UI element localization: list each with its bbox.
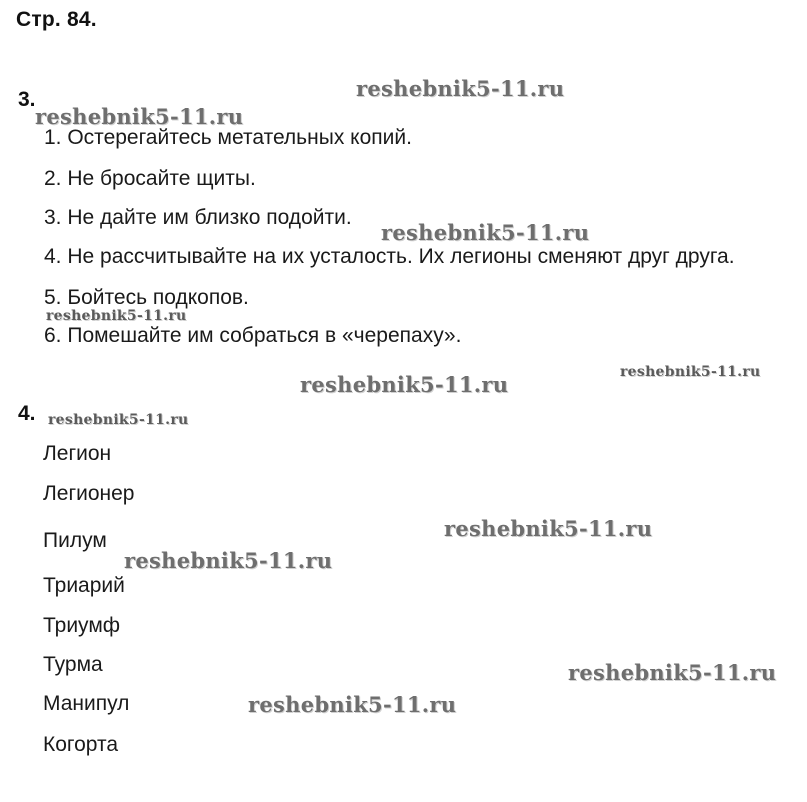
section-3-number: 3. xyxy=(18,88,36,111)
list-item-2: 2. Не бросайте щиты. xyxy=(44,167,256,190)
list-item-4: 4. Не рассчитывайте на их усталость. Их легионы сменяют друг друга. xyxy=(44,245,735,268)
watermark: reshebnik5-11.ru xyxy=(248,692,457,717)
watermark: reshebnik5-11.ru xyxy=(35,104,244,129)
watermark: reshebnik5-11.ru xyxy=(620,364,761,380)
term-item: Триарий xyxy=(43,574,125,597)
watermark: reshebnik5-11.ru xyxy=(124,548,333,573)
term-item: Пилум xyxy=(43,529,107,552)
term-item: Триумф xyxy=(43,614,121,637)
section-4-number: 4. xyxy=(18,402,36,425)
term-item: Турма xyxy=(43,653,103,676)
list-item-1: 1. Остерегайтесь метательных копий. xyxy=(44,126,412,149)
list-item-6: 6. Помешайте им собраться в «черепаху». xyxy=(44,324,462,347)
list-item-5: 5. Бойтесь подкопов. xyxy=(44,286,249,309)
watermark: reshebnik5-11.ru xyxy=(48,412,189,428)
watermark: reshebnik5-11.ru xyxy=(300,372,509,397)
term-item: Легионер xyxy=(43,482,135,505)
watermark: reshebnik5-11.ru xyxy=(46,308,187,324)
page-title: Стр. 84. xyxy=(16,8,97,31)
watermark: reshebnik5-11.ru xyxy=(356,76,565,101)
list-item-3: 3. Не дайте им близко подойти. xyxy=(44,206,352,229)
term-item: Когорта xyxy=(43,733,119,756)
watermark: reshebnik5-11.ru xyxy=(568,660,777,685)
term-item: Манипул xyxy=(43,692,130,715)
watermark: reshebnik5-11.ru xyxy=(444,516,653,541)
watermark: reshebnik5-11.ru xyxy=(381,220,590,245)
term-item: Легион xyxy=(43,442,112,465)
